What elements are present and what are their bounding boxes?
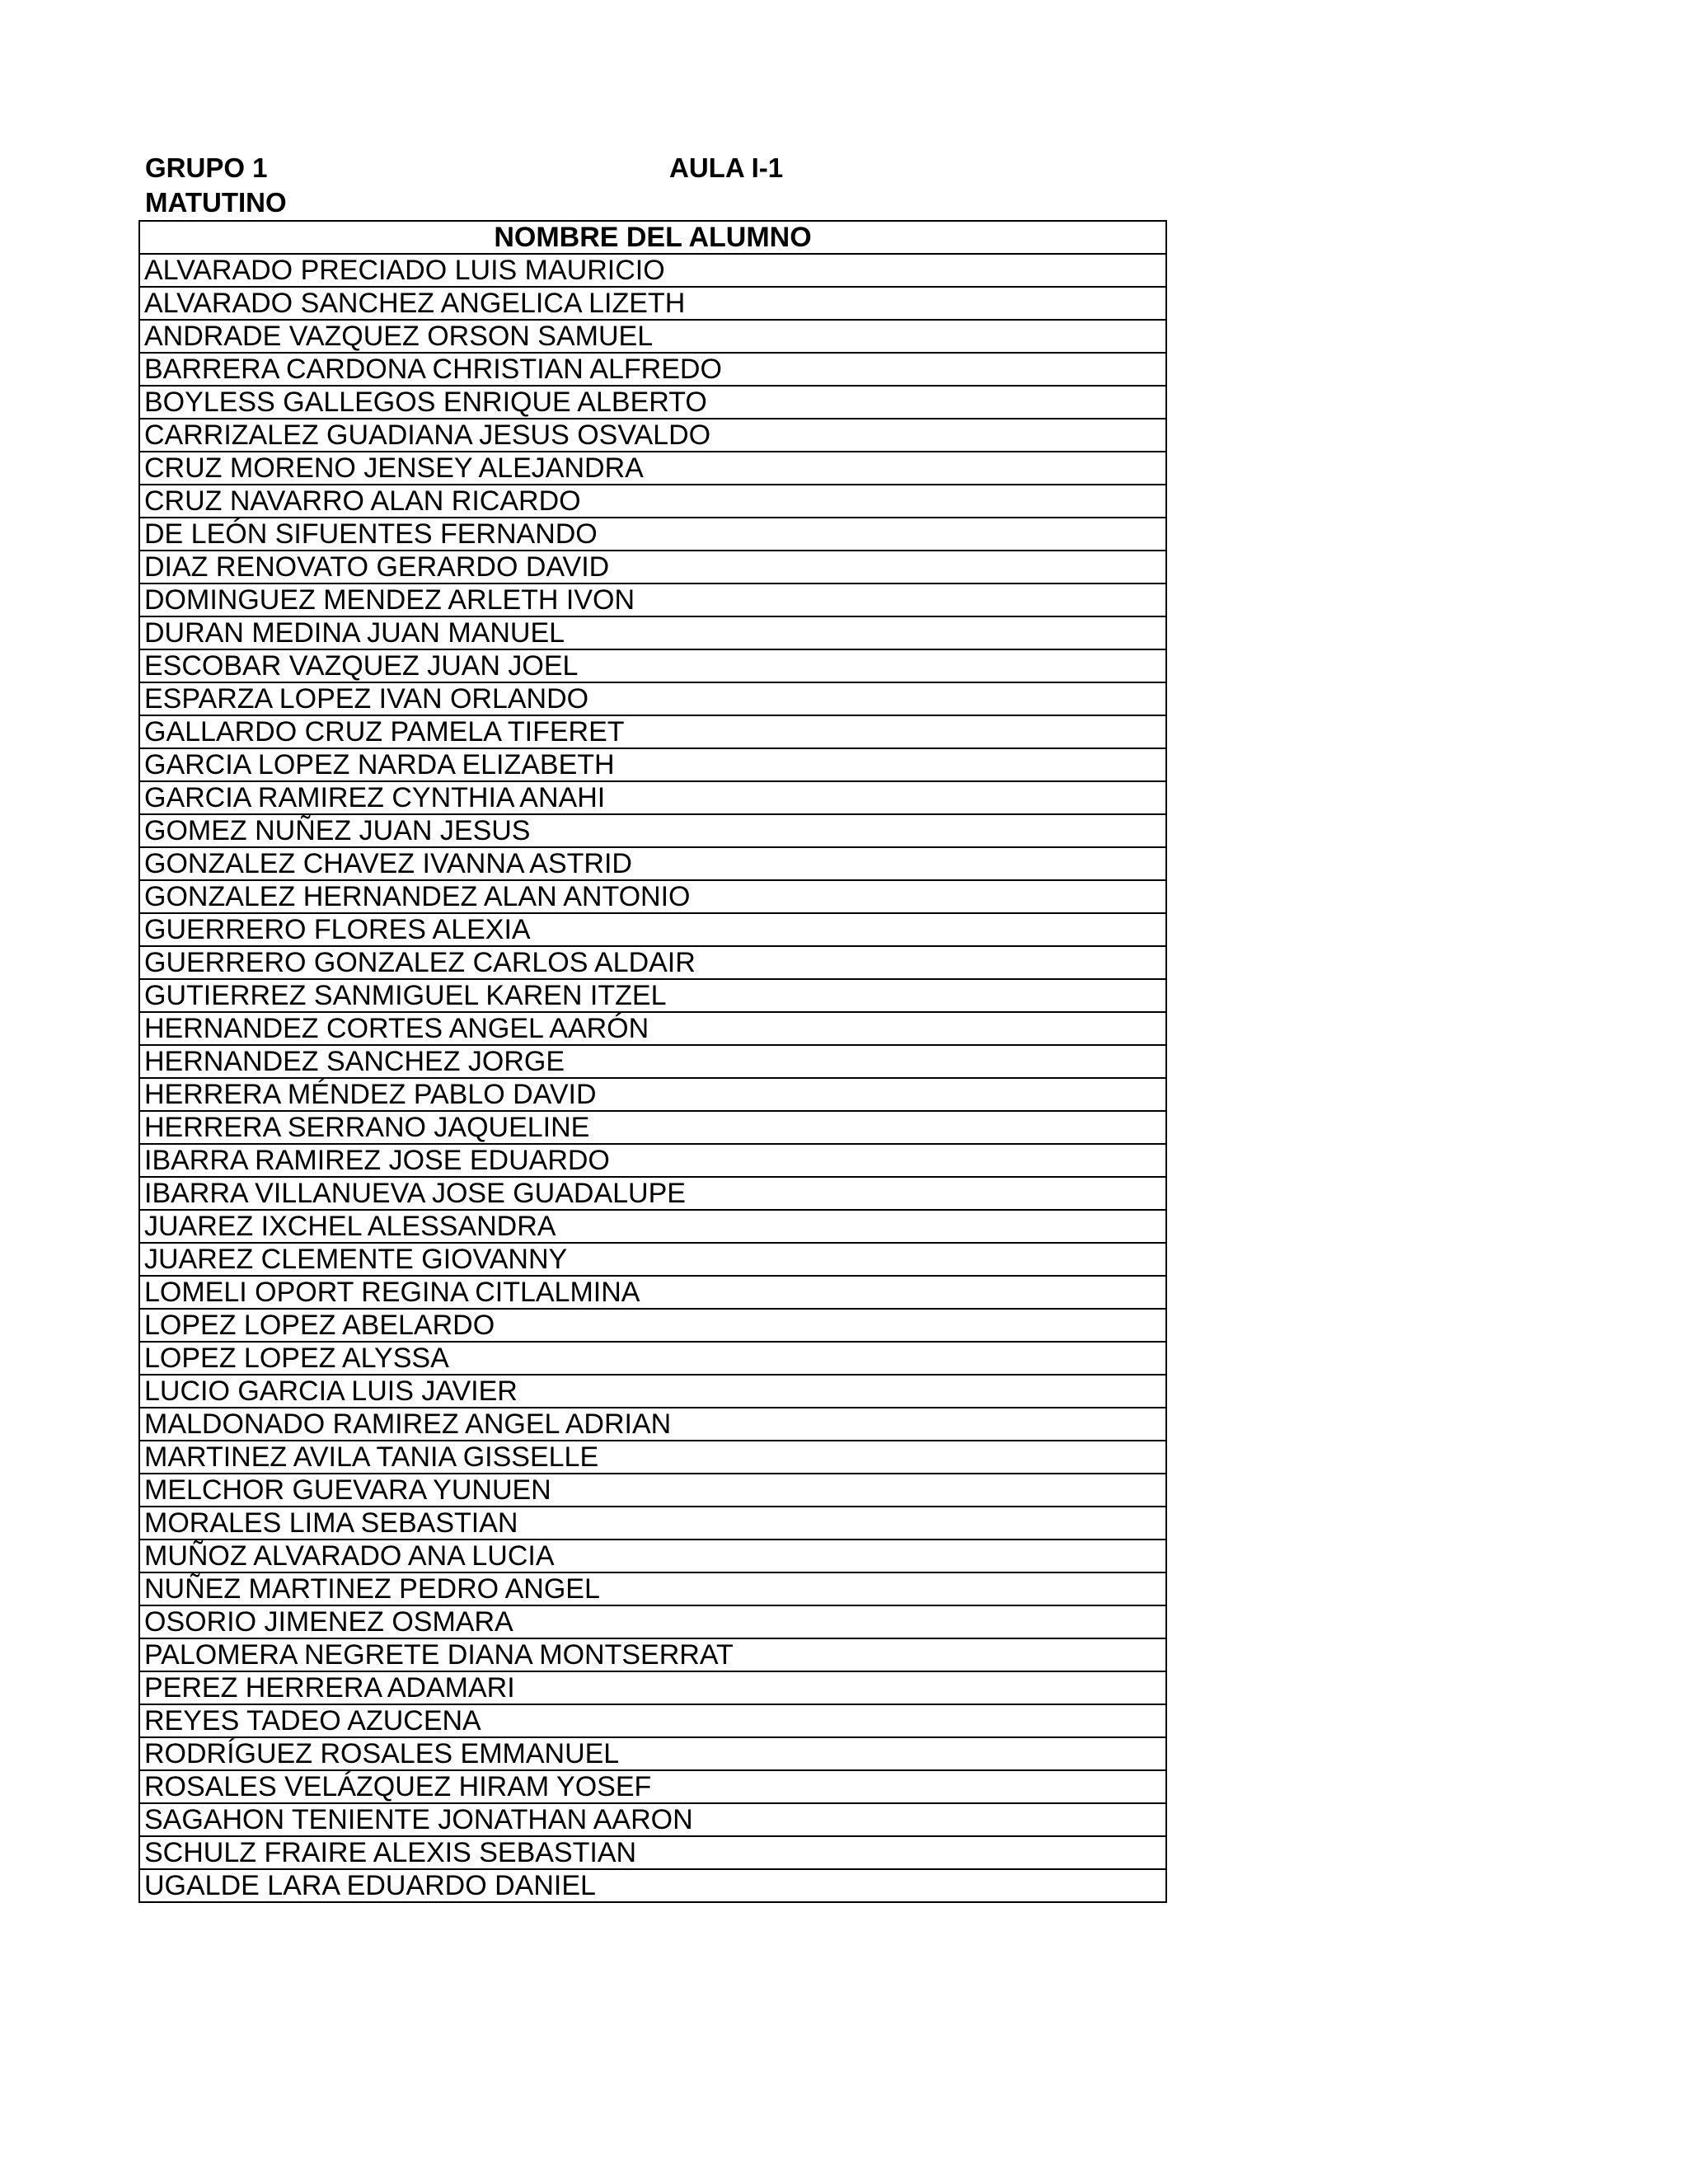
student-name-cell: LOPEZ LOPEZ ALYSSA <box>139 1342 1166 1375</box>
table-row <box>139 551 1166 583</box>
student-name-cell: JUAREZ IXCHEL ALESSANDRA <box>139 1210 1166 1243</box>
student-name-cell: NUÑEZ MARTINEZ PEDRO ANGEL <box>139 1572 1166 1605</box>
student-name-cell: BARRERA CARDONA CHRISTIAN ALFREDO <box>139 353 1166 386</box>
table-row <box>139 1671 1166 1704</box>
table-row <box>139 1144 1166 1177</box>
roster-table-head <box>139 221 1166 254</box>
student-name-cell: GALLARDO CRUZ PAMELA TIFERET <box>139 715 1166 748</box>
table-row <box>139 1210 1166 1243</box>
table-row <box>139 814 1166 847</box>
student-name-cell: BOYLESS GALLEGOS ENRIQUE ALBERTO <box>139 386 1166 419</box>
student-name-cell: LOMELI OPORT REGINA CITLALMINA <box>139 1276 1166 1309</box>
student-name-cell: SAGAHON TENIENTE JONATHAN AARON <box>139 1803 1166 1836</box>
table-row <box>139 1540 1166 1572</box>
student-name-cell: REYES TADEO AZUCENA <box>139 1704 1166 1737</box>
column-header-student-name: NOMBRE DEL ALUMNO <box>139 221 1166 254</box>
table-row <box>139 1803 1166 1836</box>
student-name-cell: GARCIA RAMIREZ CYNTHIA ANAHI <box>139 781 1166 814</box>
student-name-cell: MORALES LIMA SEBASTIAN <box>139 1507 1166 1540</box>
student-name-cell: IBARRA VILLANUEVA JOSE GUADALUPE <box>139 1177 1166 1210</box>
table-row <box>139 748 1166 781</box>
group-label: GRUPO 1 <box>145 152 268 183</box>
table-row <box>139 1474 1166 1507</box>
table-row <box>139 287 1166 320</box>
table-row <box>139 1342 1166 1375</box>
room-label: AULA I-1 <box>669 152 784 183</box>
table-row <box>139 1078 1166 1111</box>
table-row <box>139 781 1166 814</box>
table-row <box>139 1441 1166 1474</box>
student-name-cell: JUAREZ CLEMENTE GIOVANNY <box>139 1243 1166 1276</box>
table-row <box>139 1605 1166 1638</box>
student-name-cell: ESPARZA LOPEZ IVAN ORLANDO <box>139 682 1166 715</box>
student-name-cell: GOMEZ NUÑEZ JUAN JESUS <box>139 814 1166 847</box>
student-name-cell: GARCIA LOPEZ NARDA ELIZABETH <box>139 748 1166 781</box>
roster-table-body <box>139 254 1166 1902</box>
table-row <box>139 254 1166 287</box>
student-name-cell: DURAN MEDINA JUAN MANUEL <box>139 616 1166 649</box>
table-row <box>139 1408 1166 1441</box>
roster-header-row <box>139 221 1166 254</box>
table-row <box>139 1770 1166 1803</box>
table-row <box>139 485 1166 518</box>
table-row <box>139 1737 1166 1770</box>
student-name-cell: PALOMERA NEGRETE DIANA MONTSERRAT <box>139 1638 1166 1671</box>
table-row <box>139 1507 1166 1540</box>
student-name-cell: RODRÍGUEZ ROSALES EMMANUEL <box>139 1737 1166 1770</box>
student-name-cell: ESCOBAR VAZQUEZ JUAN JOEL <box>139 649 1166 682</box>
student-name-cell: GUERRERO FLORES ALEXIA <box>139 913 1166 946</box>
student-name-cell: GUERRERO GONZALEZ CARLOS ALDAIR <box>139 946 1166 979</box>
table-row <box>139 1045 1166 1078</box>
student-name-cell: HERRERA MÉNDEZ PABLO DAVID <box>139 1078 1166 1111</box>
table-row <box>139 682 1166 715</box>
student-name-cell: LOPEZ LOPEZ ABELARDO <box>139 1309 1166 1342</box>
table-row <box>139 649 1166 682</box>
student-roster-table <box>138 220 1167 1903</box>
shift-label: MATUTINO <box>145 187 287 218</box>
student-name-cell: GONZALEZ CHAVEZ IVANNA ASTRID <box>139 847 1166 880</box>
table-row <box>139 1836 1166 1869</box>
table-row <box>139 1704 1166 1737</box>
table-row <box>139 1375 1166 1408</box>
table-row <box>139 1111 1166 1144</box>
student-name-cell: DE LEÓN SIFUENTES FERNANDO <box>139 518 1166 551</box>
student-name-cell: ANDRADE VAZQUEZ ORSON SAMUEL <box>139 320 1166 353</box>
table-row <box>139 386 1166 419</box>
table-row <box>139 1869 1166 1902</box>
student-name-cell: SCHULZ FRAIRE ALEXIS SEBASTIAN <box>139 1836 1166 1869</box>
student-name-cell: ROSALES VELÁZQUEZ HIRAM YOSEF <box>139 1770 1166 1803</box>
student-name-cell: ALVARADO PRECIADO LUIS MAURICIO <box>139 254 1166 287</box>
student-name-cell: OSORIO JIMENEZ OSMARA <box>139 1605 1166 1638</box>
student-name-cell: PEREZ HERRERA ADAMARI <box>139 1671 1166 1704</box>
table-row <box>139 353 1166 386</box>
table-row <box>139 913 1166 946</box>
table-row <box>139 946 1166 979</box>
student-name-cell: IBARRA RAMIREZ JOSE EDUARDO <box>139 1144 1166 1177</box>
table-row <box>139 419 1166 452</box>
student-name-cell: MELCHOR GUEVARA YUNUEN <box>139 1474 1166 1507</box>
student-name-cell: DOMINGUEZ MENDEZ ARLETH IVON <box>139 583 1166 616</box>
student-name-cell: CRUZ NAVARRO ALAN RICARDO <box>139 485 1166 518</box>
student-name-cell: MUÑOZ ALVARADO ANA LUCIA <box>139 1540 1166 1572</box>
student-name-cell: UGALDE LARA EDUARDO DANIEL <box>139 1869 1166 1902</box>
table-row <box>139 1276 1166 1309</box>
table-row <box>139 452 1166 485</box>
table-row <box>139 979 1166 1012</box>
table-row <box>139 583 1166 616</box>
table-row <box>139 616 1166 649</box>
table-row <box>139 320 1166 353</box>
student-name-cell: CRUZ MORENO JENSEY ALEJANDRA <box>139 452 1166 485</box>
student-name-cell: HERRERA SERRANO JAQUELINE <box>139 1111 1166 1144</box>
student-name-cell: LUCIO GARCIA LUIS JAVIER <box>139 1375 1166 1408</box>
student-name-cell: HERNANDEZ SANCHEZ JORGE <box>139 1045 1166 1078</box>
table-row <box>139 715 1166 748</box>
student-name-cell: GONZALEZ HERNANDEZ ALAN ANTONIO <box>139 880 1166 913</box>
table-row <box>139 518 1166 551</box>
table-row <box>139 1638 1166 1671</box>
table-row <box>139 1243 1166 1276</box>
table-row <box>139 1177 1166 1210</box>
table-row <box>139 847 1166 880</box>
student-name-cell: MALDONADO RAMIREZ ANGEL ADRIAN <box>139 1408 1166 1441</box>
table-row <box>139 880 1166 913</box>
student-name-cell: HERNANDEZ CORTES ANGEL AARÓN <box>139 1012 1166 1045</box>
student-name-cell: GUTIERREZ SANMIGUEL KAREN ITZEL <box>139 979 1166 1012</box>
student-name-cell: MARTINEZ AVILA TANIA GISSELLE <box>139 1441 1166 1474</box>
table-row <box>139 1572 1166 1605</box>
table-row <box>139 1012 1166 1045</box>
student-name-cell: ALVARADO SANCHEZ ANGELICA LIZETH <box>139 287 1166 320</box>
table-row <box>139 1309 1166 1342</box>
student-name-cell: DIAZ RENOVATO GERARDO DAVID <box>139 551 1166 583</box>
student-name-cell: CARRIZALEZ GUADIANA JESUS OSVALDO <box>139 419 1166 452</box>
